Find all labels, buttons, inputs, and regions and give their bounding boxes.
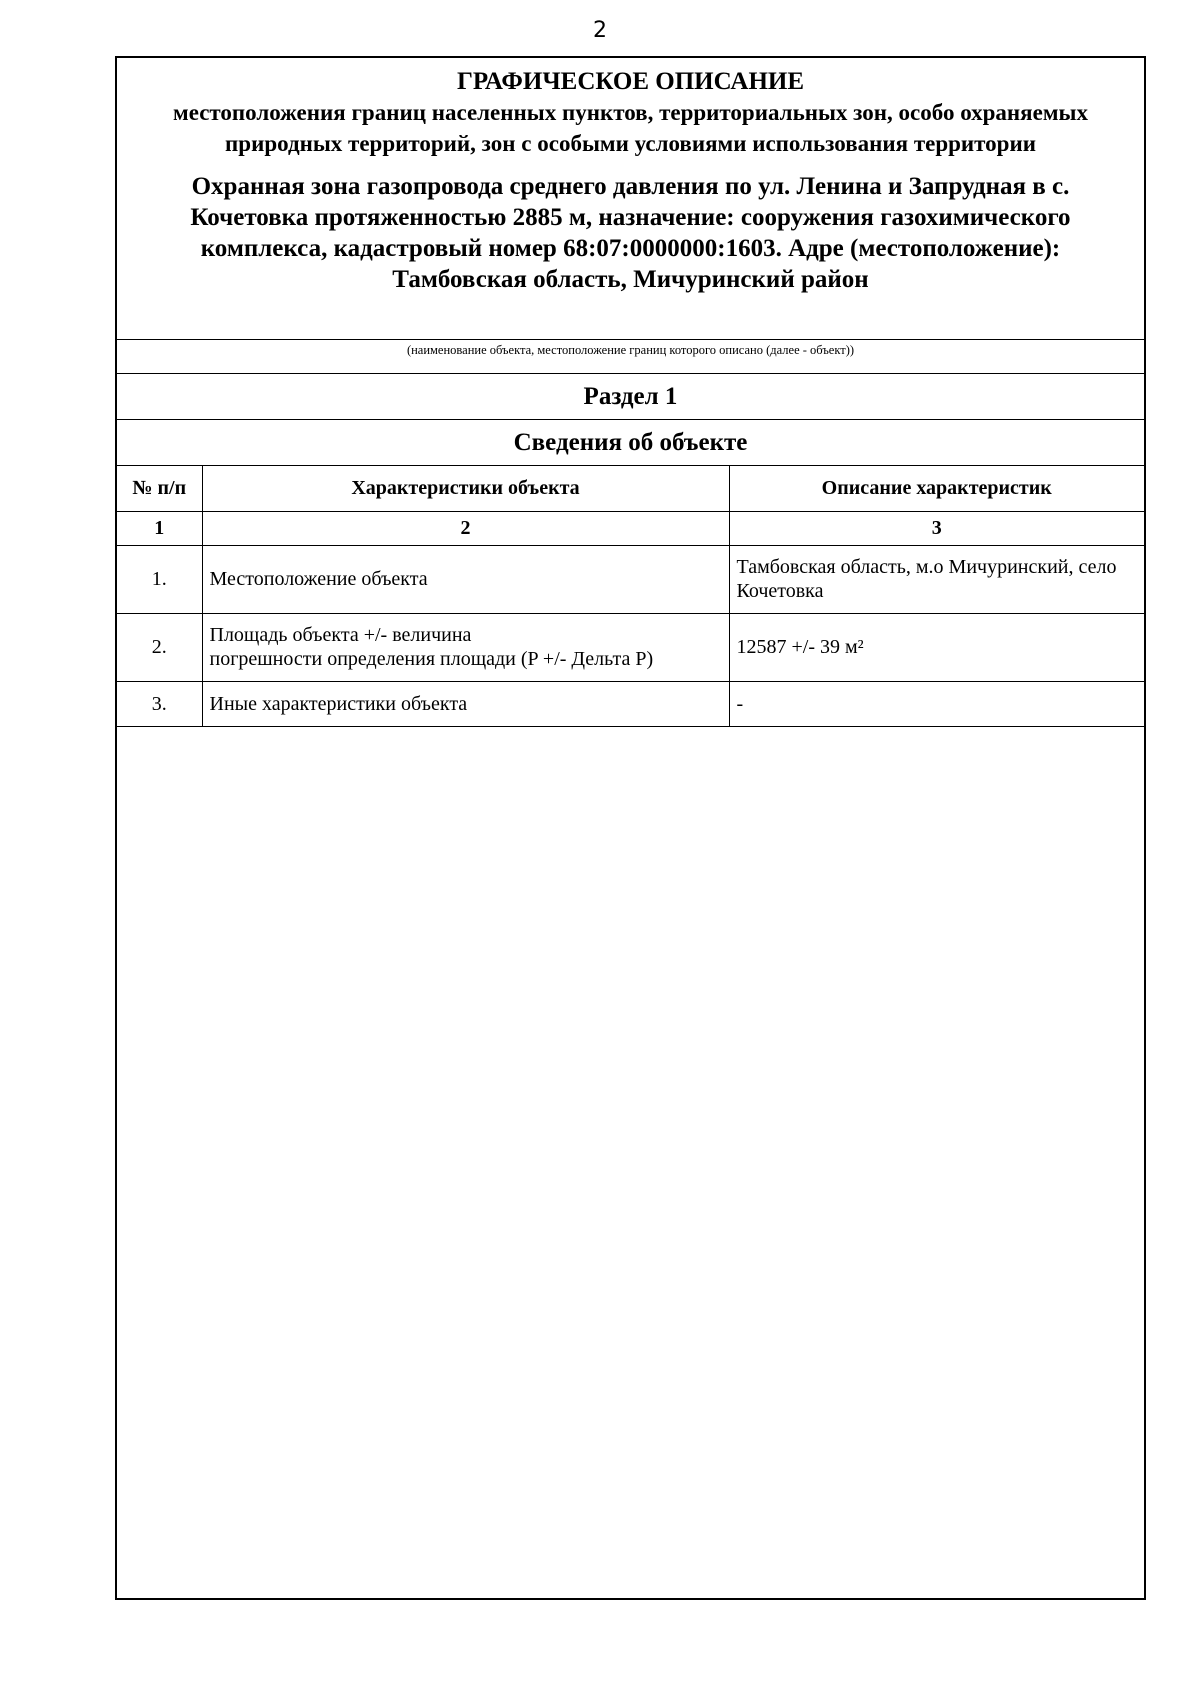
row-description: 12587 +/- 39 м² xyxy=(729,613,1144,681)
column-header-characteristic: Характеристики объекта xyxy=(202,466,729,511)
row-characteristic: Иные характеристики объекта xyxy=(202,681,729,726)
object-info-table xyxy=(117,466,1144,727)
document-subtitle: местоположения границ населенных пунктов, территориальных зон, особо охраняемых природных территорий, зон с особыми условиями использования территории xyxy=(173,100,1088,156)
column-number: 1 xyxy=(117,511,202,545)
row-number: 1. xyxy=(117,545,202,613)
document-header xyxy=(117,58,1144,340)
column-header-description: Описание характеристик xyxy=(729,466,1144,511)
row-characteristic-line: Площадь объекта +/- величина xyxy=(209,624,472,646)
object-caption: (наименование объекта, местоположение границ которого описано (далее - объект)) xyxy=(117,340,1144,374)
section-title: Сведения об объекте xyxy=(117,420,1144,466)
row-characteristic xyxy=(202,613,729,681)
column-number: 2 xyxy=(202,511,729,545)
column-header-number: № п/п xyxy=(117,466,202,511)
document-frame xyxy=(115,56,1146,1600)
object-name: Охранная зона газопровода среднего давления по ул. Ленина и Запрудная в с. Кочетовка протяженностью 2885 м, назначение: сооружения газохимического комплекса, кадастровый номер 68:07:0000000:1603. Адре (местоположение): Тамбовская область, Мичуринский район xyxy=(190,173,1071,293)
row-number: 3. xyxy=(117,681,202,726)
section-number: Раздел 1 xyxy=(117,374,1144,420)
document-title: ГРАФИЧЕСКОЕ ОПИСАНИЕ xyxy=(456,68,805,95)
table-row xyxy=(117,681,1144,726)
table-row xyxy=(117,613,1144,681)
table-header-row xyxy=(117,466,1144,511)
row-characteristic-line: погрешности определения площади (P +/- Дельта P) xyxy=(209,648,654,670)
column-number: 3 xyxy=(729,511,1144,545)
row-characteristic: Местоположение объекта xyxy=(202,545,729,613)
row-description: - xyxy=(729,681,1144,726)
row-number: 2. xyxy=(117,613,202,681)
column-number-row xyxy=(117,511,1144,545)
page-number: 2 xyxy=(593,18,607,43)
table-row xyxy=(117,545,1144,613)
row-description: Тамбовская область, м.о Мичуринский, село Кочетовка xyxy=(729,545,1144,613)
